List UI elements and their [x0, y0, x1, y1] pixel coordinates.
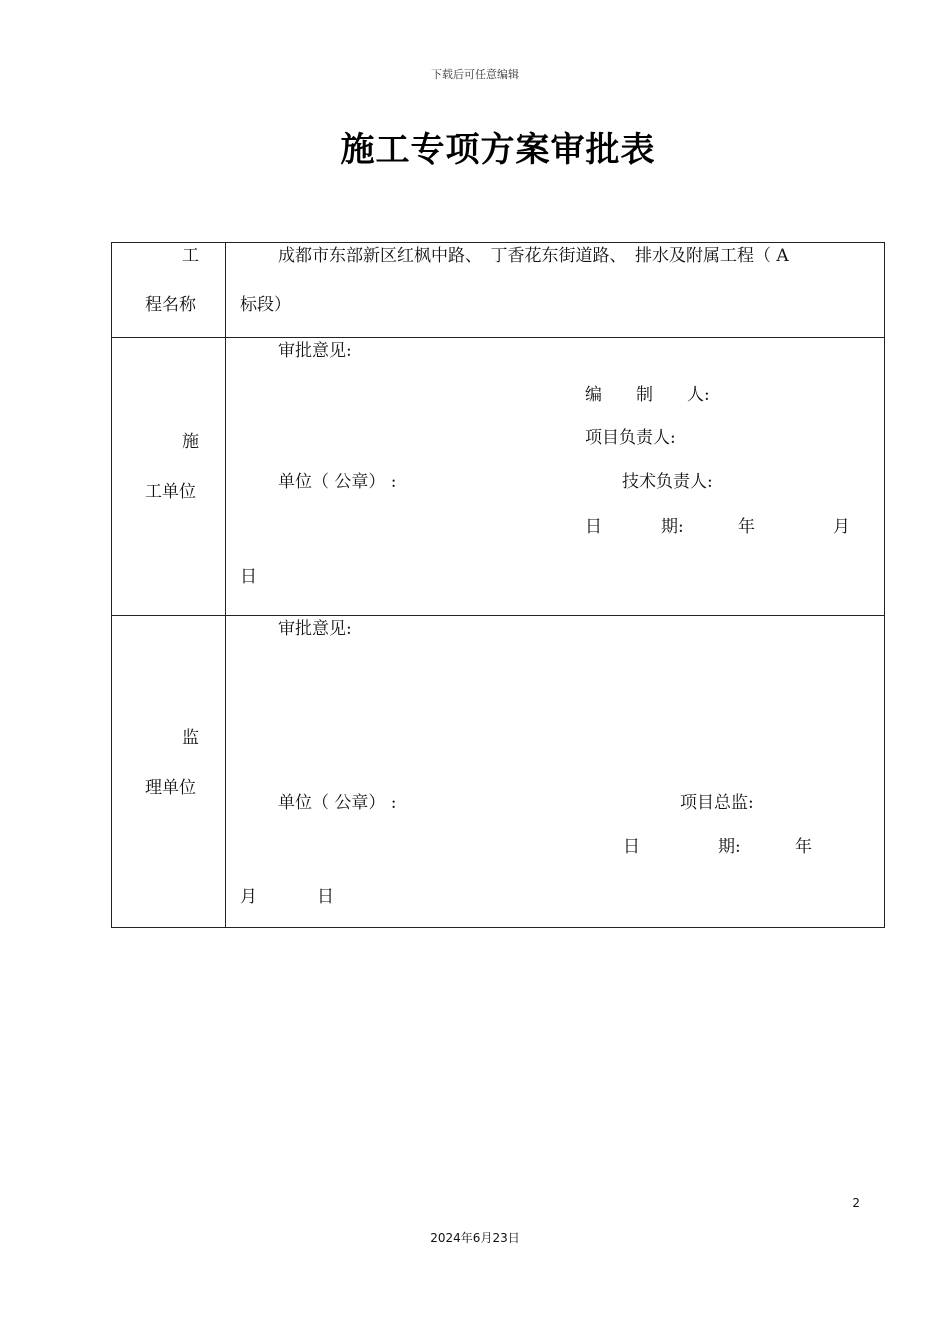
supervision-date-ri: 日 [623, 837, 640, 857]
row-divider-2 [111, 615, 885, 616]
document-title: 施工专项方案审批表 [340, 130, 656, 170]
table-border [111, 242, 885, 928]
project-name-line1: 成都市东部新区红枫中路、 丁香花东街道路、 排水及附属工程（ A [278, 246, 789, 266]
construction-date-ri: 日 [585, 517, 602, 537]
supervision-label-line1: 监 [182, 728, 199, 748]
construction-project-lead: 项目负责人: [585, 428, 676, 448]
construction-tech-lead: 技术负责人: [622, 472, 713, 492]
construction-opinion: 审批意见: [278, 341, 352, 361]
supervision-opinion: 审批意见: [278, 619, 352, 639]
supervision-date-day: 日 [317, 887, 334, 907]
footer-date: 2024年6月23日 [430, 1231, 520, 1245]
construction-label-line1: 施 [182, 432, 199, 452]
project-label-line2: 程名称 [145, 295, 196, 315]
header-note: 下载后可任意编辑 [431, 68, 519, 81]
project-label-line1: 工 [182, 246, 199, 266]
supervision-date-month: 月 [240, 887, 257, 907]
supervision-date-year: 年 [795, 837, 812, 857]
construction-date-qi: 期: [661, 517, 684, 537]
supervision-unit-seal: 单位（ 公章） : [278, 793, 397, 813]
construction-date-day: 日 [240, 567, 257, 587]
construction-label-line2: 工单位 [145, 482, 196, 502]
construction-editor: 编 制 人: [585, 385, 710, 405]
construction-date-month: 月 [833, 517, 850, 537]
page-number: 2 [852, 1196, 860, 1210]
supervision-label-line2: 理单位 [145, 778, 196, 798]
construction-date-year: 年 [738, 517, 755, 537]
column-divider [225, 242, 226, 928]
construction-unit-seal: 单位（ 公章） : [278, 472, 397, 492]
row-divider-1 [111, 337, 885, 338]
supervision-date-qi: 期: [718, 837, 741, 857]
project-name-line2: 标段） [240, 295, 291, 315]
supervision-chief: 项目总监: [680, 793, 754, 813]
